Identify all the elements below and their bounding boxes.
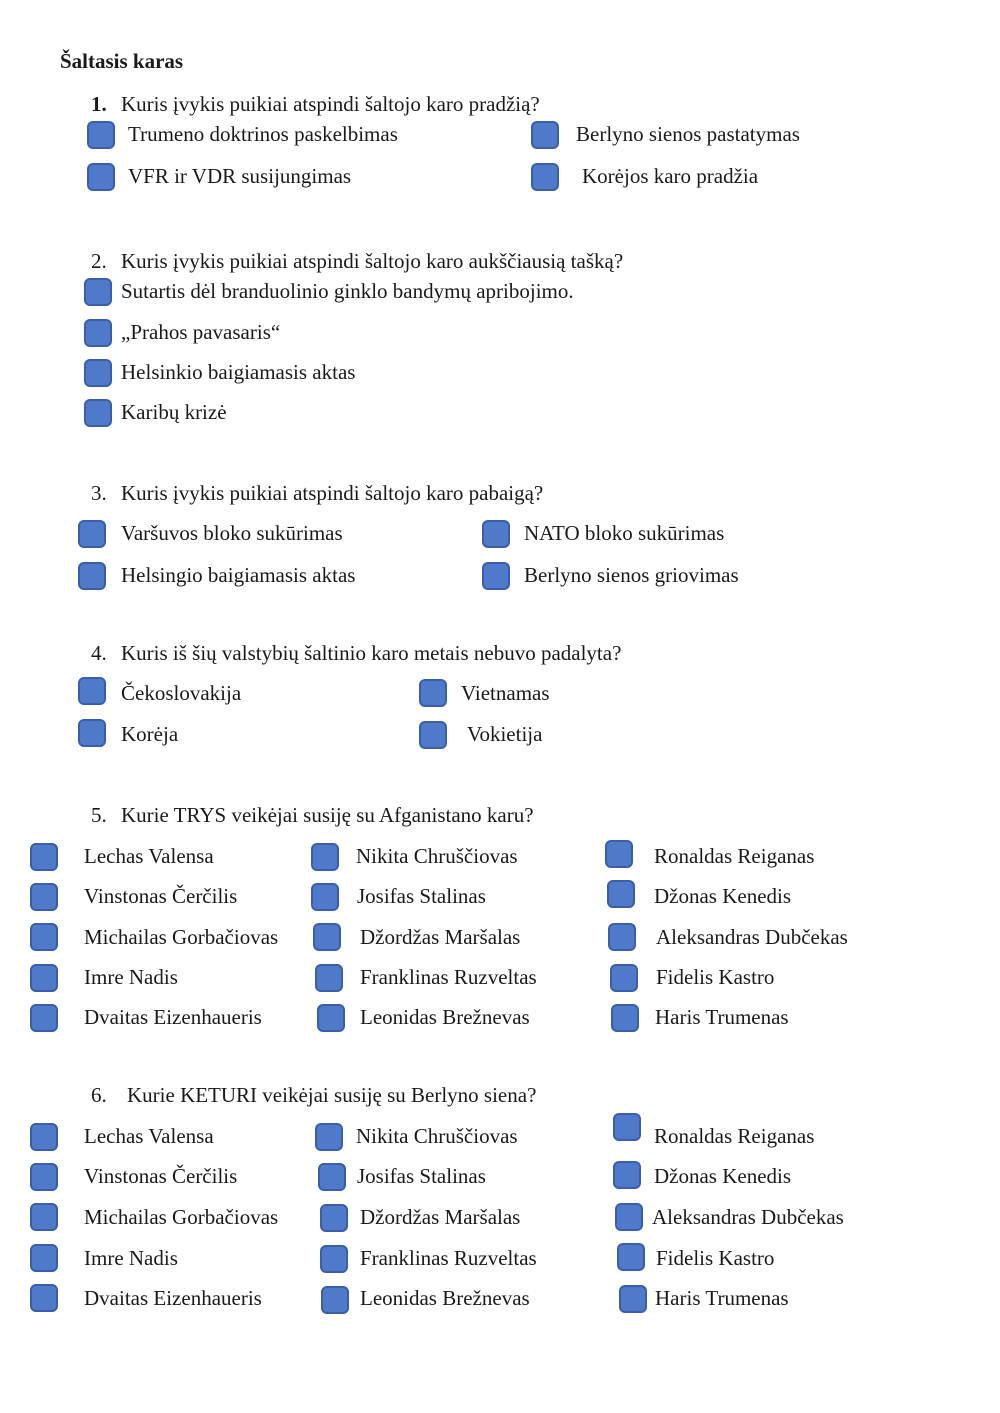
q4-option-1-checkbox[interactable] <box>78 677 106 705</box>
q2-option-1-label: Sutartis dėl branduolinio ginklo bandymų apribojimo. <box>121 279 574 303</box>
q1-option-3-label: VFR ir VDR susijungimas <box>128 164 352 188</box>
q5-option-10-label: Imre Nadis <box>84 965 178 989</box>
q6-number: 6. <box>91 1083 107 1107</box>
q4-option-2-label: Vietnamas <box>461 681 550 705</box>
q4-option-1-label: Čekoslovakija <box>121 681 242 705</box>
q5-option-9-checkbox[interactable] <box>608 923 636 951</box>
q6-option-11-label: Franklinas Ruzveltas <box>360 1246 537 1270</box>
q2-option-2-checkbox[interactable] <box>84 319 112 347</box>
q1-option-1-label: Trumeno doktrinos paskelbimas <box>128 122 398 146</box>
q5-option-1-label: Lechas Valensa <box>84 844 214 868</box>
q6-option-9-label: Aleksandras Dubčekas <box>652 1205 844 1229</box>
q6-option-5-checkbox[interactable] <box>318 1163 346 1191</box>
q5-option-11-label: Franklinas Ruzveltas <box>360 965 537 989</box>
q4-text: Kuris iš šių valstybių šaltinio karo metais nebuvo padalyta? <box>121 641 622 665</box>
q3-option-3-label: Helsingio baigiamasis aktas <box>121 563 356 587</box>
q4-option-4-checkbox[interactable] <box>419 721 447 749</box>
q1-option-3-checkbox[interactable] <box>87 163 115 191</box>
q3-option-4-label: Berlyno sienos griovimas <box>524 563 739 587</box>
q5-number: 5. <box>91 803 107 827</box>
q5-option-12-label: Fidelis Kastro <box>656 965 775 989</box>
q6-option-12-checkbox[interactable] <box>617 1243 645 1271</box>
q5-option-9-label: Aleksandras Dubčekas <box>656 925 848 949</box>
q5-option-15-label: Haris Trumenas <box>655 1005 789 1029</box>
q5-option-13-label: Dvaitas Eizenhaueris <box>84 1005 262 1029</box>
q5-text: Kurie TRYS veikėjai susiję su Afganistano karu? <box>121 803 534 827</box>
q6-option-14-label: Leonidas Brežnevas <box>360 1286 530 1310</box>
q3-option-2-label: NATO bloko sukūrimas <box>524 521 725 545</box>
q6-option-2-label: Nikita Chruščiovas <box>356 1124 518 1148</box>
q5-option-8-label: Džordžas Maršalas <box>360 925 521 949</box>
q5-option-2-checkbox[interactable] <box>311 843 339 871</box>
q5-option-1-checkbox[interactable] <box>30 843 58 871</box>
q5-option-10-checkbox[interactable] <box>30 964 58 992</box>
q3-option-3-checkbox[interactable] <box>78 562 106 590</box>
q1-option-4-checkbox[interactable] <box>531 163 559 191</box>
q6-option-10-checkbox[interactable] <box>30 1244 58 1272</box>
q1-option-4-label: Korėjos karo pradžia <box>582 164 759 188</box>
q1-option-1-checkbox[interactable] <box>87 121 115 149</box>
q2-option-4-label: Karibų krizė <box>121 400 227 424</box>
q6-option-3-label: Ronaldas Reiganas <box>654 1124 815 1148</box>
q5-option-4-label: Vinstonas Čerčilis <box>84 884 238 908</box>
q2-option-4-checkbox[interactable] <box>84 399 112 427</box>
q4-option-3-label: Korėja <box>121 722 179 746</box>
q3-option-4-checkbox[interactable] <box>482 562 510 590</box>
q3-option-1-label: Varšuvos bloko sukūrimas <box>121 521 343 545</box>
q6-option-3-checkbox[interactable] <box>613 1113 641 1141</box>
q4-number: 4. <box>91 641 107 665</box>
q1-text: Kuris įvykis puikiai atspindi šaltojo karo pradžią? <box>121 92 540 116</box>
q6-option-4-checkbox[interactable] <box>30 1163 58 1191</box>
q6-text: Kurie KETURI veikėjai susiję su Berlyno siena? <box>127 1083 537 1107</box>
q5-option-4-checkbox[interactable] <box>30 883 58 911</box>
q6-option-8-checkbox[interactable] <box>320 1204 348 1232</box>
q2-number: 2. <box>91 249 107 273</box>
q5-option-8-checkbox[interactable] <box>313 923 341 951</box>
q2-option-3-label: Helsinkio baigiamasis aktas <box>121 360 356 384</box>
q6-option-15-checkbox[interactable] <box>619 1285 647 1313</box>
q2-option-2-label: „Prahos pavasaris“ <box>121 320 281 344</box>
q6-option-6-checkbox[interactable] <box>613 1161 641 1189</box>
page-title: Šaltasis karas <box>60 49 184 73</box>
q5-option-14-checkbox[interactable] <box>317 1004 345 1032</box>
q2-text: Kuris įvykis puikiai atspindi šaltojo karo aukščiausią tašką? <box>121 249 624 273</box>
q6-option-1-label: Lechas Valensa <box>84 1124 214 1148</box>
q5-option-6-label: Džonas Kenedis <box>654 884 792 908</box>
q6-option-9-checkbox[interactable] <box>615 1203 643 1231</box>
q6-option-12-label: Fidelis Kastro <box>656 1246 775 1270</box>
q5-option-3-label: Ronaldas Reiganas <box>654 844 815 868</box>
q6-option-13-checkbox[interactable] <box>30 1284 58 1312</box>
q5-option-5-label: Josifas Stalinas <box>357 884 486 908</box>
q6-option-1-checkbox[interactable] <box>30 1123 58 1151</box>
q5-option-3-checkbox[interactable] <box>605 840 633 868</box>
q5-option-14-label: Leonidas Brežnevas <box>360 1005 530 1029</box>
q2-option-1-checkbox[interactable] <box>84 278 112 306</box>
q3-option-1-checkbox[interactable] <box>78 520 106 548</box>
q1-option-2-label: Berlyno sienos pastatymas <box>576 122 800 146</box>
q5-option-6-checkbox[interactable] <box>607 880 635 908</box>
q6-option-6-label: Džonas Kenedis <box>654 1164 792 1188</box>
q5-option-2-label: Nikita Chruščiovas <box>356 844 518 868</box>
q6-option-4-label: Vinstonas Čerčilis <box>84 1164 238 1188</box>
q6-option-8-label: Džordžas Maršalas <box>360 1205 521 1229</box>
q5-option-5-checkbox[interactable] <box>311 883 339 911</box>
q5-option-13-checkbox[interactable] <box>30 1004 58 1032</box>
q2-option-3-checkbox[interactable] <box>84 359 112 387</box>
q4-option-2-checkbox[interactable] <box>419 679 447 707</box>
q6-option-10-label: Imre Nadis <box>84 1246 178 1270</box>
q3-number: 3. <box>91 481 107 505</box>
q3-option-2-checkbox[interactable] <box>482 520 510 548</box>
q1-option-2-checkbox[interactable] <box>531 121 559 149</box>
q1-number: 1. <box>91 92 107 116</box>
q4-option-3-checkbox[interactable] <box>78 719 106 747</box>
q5-option-7-checkbox[interactable] <box>30 923 58 951</box>
q5-option-7-label: Michailas Gorbačiovas <box>84 925 279 949</box>
q3-text: Kuris įvykis puikiai atspindi šaltojo karo pabaigą? <box>121 481 544 505</box>
q6-option-11-checkbox[interactable] <box>320 1245 348 1273</box>
q6-option-15-label: Haris Trumenas <box>655 1286 789 1310</box>
q6-option-5-label: Josifas Stalinas <box>357 1164 486 1188</box>
q5-option-15-checkbox[interactable] <box>611 1004 639 1032</box>
q6-option-13-label: Dvaitas Eizenhaueris <box>84 1286 262 1310</box>
q6-option-2-checkbox[interactable] <box>315 1123 343 1151</box>
q6-option-7-checkbox[interactable] <box>30 1203 58 1231</box>
q6-option-7-label: Michailas Gorbačiovas <box>84 1205 279 1229</box>
q5-option-11-checkbox[interactable] <box>315 964 343 992</box>
q4-option-4-label: Vokietija <box>467 722 543 746</box>
q5-option-12-checkbox[interactable] <box>610 964 638 992</box>
q6-option-14-checkbox[interactable] <box>321 1286 349 1314</box>
